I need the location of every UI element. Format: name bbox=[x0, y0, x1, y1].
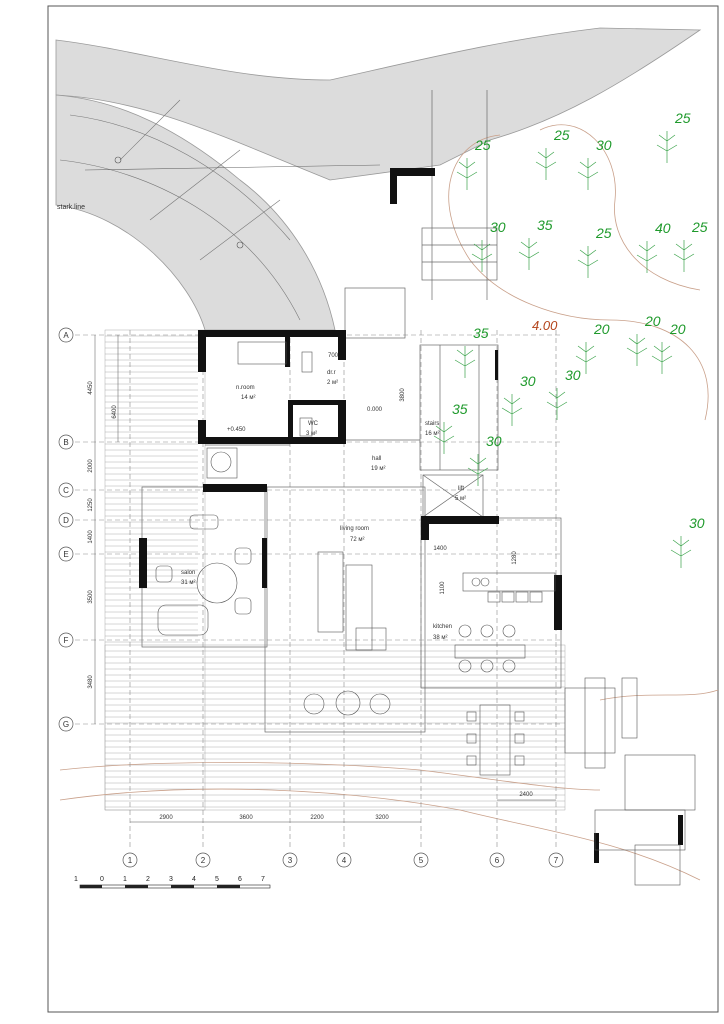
tree-symbol bbox=[455, 346, 475, 378]
scale-bar-number: 4 bbox=[192, 876, 196, 883]
dim-1100: 1100 bbox=[440, 581, 446, 595]
tree-height-label: 25 bbox=[596, 225, 612, 241]
room-wc-area: 3 м² bbox=[306, 431, 318, 437]
tree-height-label: 20 bbox=[670, 321, 686, 337]
tree-height-label: 35 bbox=[473, 325, 489, 341]
room-salon-label: salon bbox=[181, 570, 196, 576]
tree-symbol bbox=[657, 131, 677, 163]
tree-symbol bbox=[674, 240, 694, 272]
dim-col-45: 3200 bbox=[375, 815, 389, 821]
dim-row-bc: 2000 bbox=[88, 459, 94, 473]
scale-bar-number: 1 bbox=[74, 876, 78, 883]
stark-line-label: stark.line bbox=[57, 204, 86, 211]
dim-3800: 3800 bbox=[400, 388, 406, 402]
grid-col-bubbles bbox=[123, 853, 563, 867]
room-lift-area: 5 м² bbox=[455, 496, 467, 502]
tree-height-label: 30 bbox=[565, 367, 581, 383]
grid-row-g: G bbox=[62, 720, 70, 729]
grid-row-c: C bbox=[63, 486, 69, 495]
dim-row-fg: 3480 bbox=[88, 675, 94, 689]
dim-col-12: 2900 bbox=[159, 815, 173, 821]
room-salon-area: 31 м² bbox=[181, 580, 196, 586]
furniture bbox=[156, 342, 555, 775]
scale-bar-number: 5 bbox=[215, 876, 219, 883]
tree-height-label: 20 bbox=[594, 321, 610, 337]
scale-bar-number: 3 bbox=[169, 876, 173, 883]
tree-symbol bbox=[652, 342, 672, 374]
road-curve bbox=[56, 28, 700, 330]
dim-1400: 1400 bbox=[433, 546, 447, 552]
tree-symbol bbox=[434, 422, 454, 454]
tree-height-label: 30 bbox=[486, 433, 502, 449]
grid-row-b: B bbox=[63, 438, 69, 447]
room-drr-label: dr.r bbox=[327, 370, 336, 376]
grid-col-4: 4 bbox=[341, 856, 347, 865]
room-nroom-label: n.room bbox=[236, 385, 255, 391]
tree-height-label: 25 bbox=[692, 219, 708, 235]
tree-symbol bbox=[536, 148, 556, 180]
tree-height-label: 30 bbox=[490, 219, 506, 235]
dim-row-ef: 3500 bbox=[88, 590, 94, 604]
grid-row-d: D bbox=[63, 516, 69, 525]
room-hall-area: 19 м² bbox=[371, 466, 386, 472]
scale-bar-number: 7 bbox=[261, 876, 265, 883]
tree-symbol bbox=[502, 394, 522, 426]
room-nroom-area: 14 м² bbox=[241, 395, 256, 401]
tree-symbol bbox=[468, 454, 488, 486]
tree-height-label: 25 bbox=[475, 137, 491, 153]
tree-height-label: 30 bbox=[689, 515, 705, 531]
grid-col-7: 7 bbox=[553, 856, 559, 865]
dim-col-34: 2200 bbox=[310, 815, 324, 821]
tree-height-label: 30 bbox=[596, 137, 612, 153]
tree-height-label: 20 bbox=[645, 313, 661, 329]
room-wc-label: WC bbox=[308, 421, 318, 427]
tree-symbol bbox=[547, 388, 567, 420]
room-living-label: living room bbox=[340, 526, 370, 532]
room-stairs-label: stairs bbox=[425, 421, 440, 427]
tree-height-label: 30 bbox=[520, 373, 536, 389]
room-kitchen-label: kitchen bbox=[433, 624, 453, 630]
dim-2400: 2400 bbox=[519, 792, 533, 798]
grid-row-e: E bbox=[63, 550, 69, 559]
grid-col-5: 5 bbox=[418, 856, 424, 865]
tree-symbol bbox=[637, 241, 657, 273]
outdoor-steps bbox=[565, 678, 695, 885]
dim-row-de: 1400 bbox=[88, 530, 94, 544]
dim-col-23: 3600 bbox=[239, 815, 253, 821]
tree-height-label: 40 bbox=[655, 220, 671, 236]
room-living-area: 72 м² bbox=[350, 537, 365, 543]
grid-col-6: 6 bbox=[494, 856, 500, 865]
grid-col-1: 1 bbox=[127, 856, 133, 865]
dim-6400: 6400 bbox=[112, 405, 118, 419]
scale-bar-number: 1 bbox=[123, 876, 127, 883]
tree-symbol bbox=[472, 240, 492, 272]
tree-height-label: 25 bbox=[675, 110, 691, 126]
room-lift-label: lift bbox=[458, 486, 464, 492]
dim-row-cd: 1250 bbox=[88, 498, 94, 512]
scale-bar-number: 0 bbox=[100, 876, 104, 883]
tree-symbol bbox=[671, 536, 691, 568]
tree-symbol bbox=[578, 158, 598, 190]
room-hall-label: hall bbox=[372, 456, 382, 462]
level-zero: 0.000 bbox=[367, 407, 383, 413]
grid-row-bubbles bbox=[59, 328, 73, 731]
scale-bar-number: 6 bbox=[238, 876, 242, 883]
grid-col-3: 3 bbox=[287, 856, 293, 865]
room-kitchen-area: 38 м² bbox=[433, 635, 448, 641]
tree-symbol bbox=[578, 246, 598, 278]
spot-level: 4.00 bbox=[532, 318, 558, 333]
grid-col-2: 2 bbox=[200, 856, 206, 865]
tree-height-label: 35 bbox=[537, 217, 553, 233]
tree-symbol bbox=[519, 238, 539, 270]
tree-symbol bbox=[627, 334, 647, 366]
scale-bar-number: 2 bbox=[146, 876, 150, 883]
trees bbox=[434, 110, 708, 568]
tree-height-label: 25 bbox=[554, 127, 570, 143]
dim-700: 700 bbox=[327, 353, 339, 359]
tree-height-label: 35 bbox=[452, 401, 468, 417]
tree-symbol bbox=[457, 158, 477, 190]
grid-row-a: A bbox=[63, 331, 69, 340]
level-plus: +0.450 bbox=[227, 427, 246, 433]
dim-1280: 1280 bbox=[512, 551, 518, 565]
dim-row-ab: 4450 bbox=[88, 381, 94, 395]
grid-row-f: F bbox=[63, 636, 69, 645]
scale-bar bbox=[80, 885, 270, 888]
room-drr-area: 2 м² bbox=[327, 380, 339, 386]
room-stairs-area: 16 м² bbox=[425, 431, 440, 437]
